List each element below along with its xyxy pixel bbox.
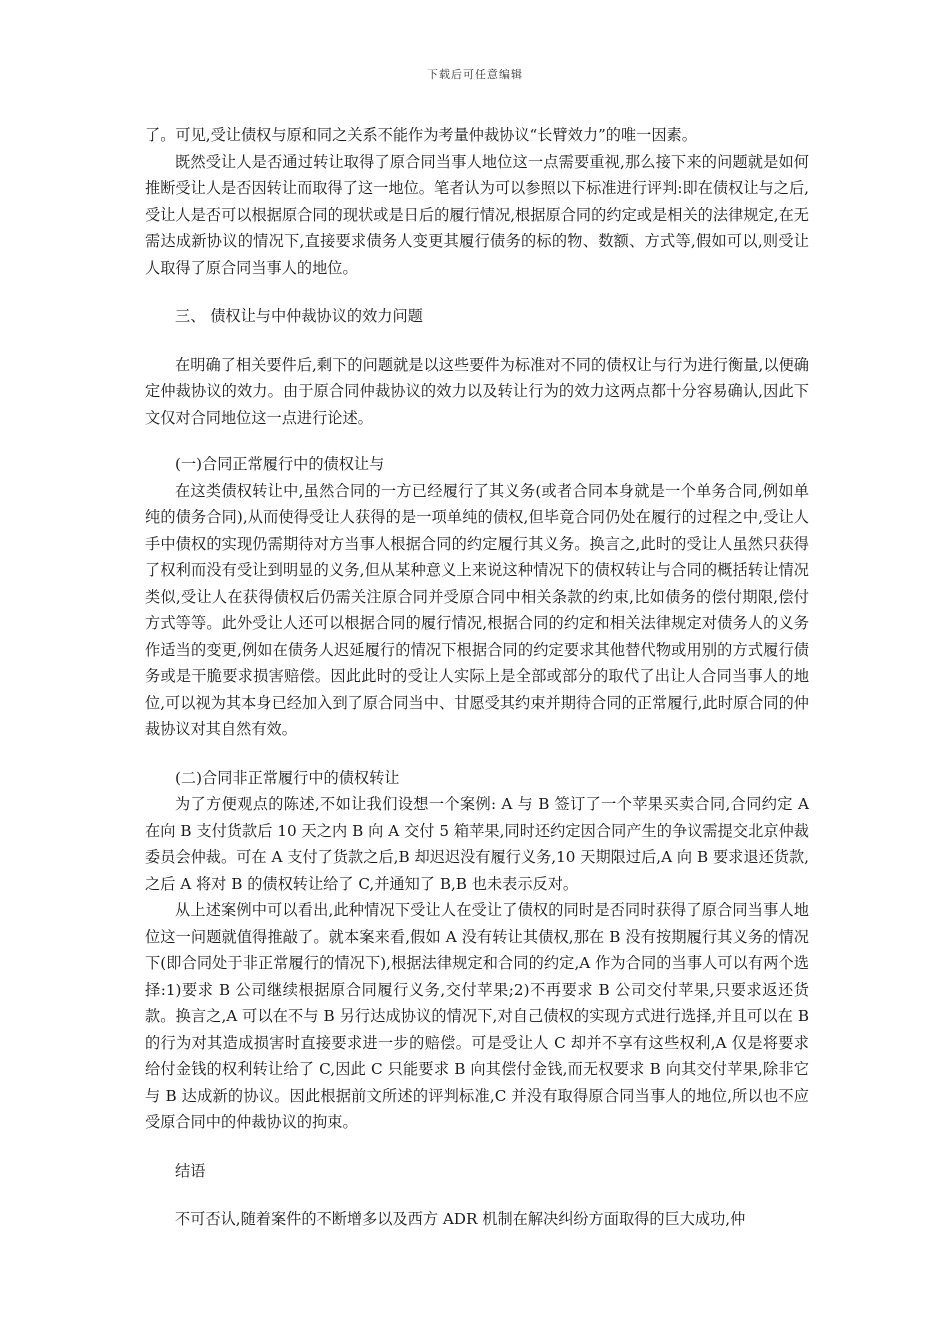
- paragraph: 不可否认,随着案件的不断增多以及西方 ADR 机制在解决纠纷方面取得的巨大成功,仲: [175, 1210, 746, 1228]
- paragraph: 在明确了相关要件后,剩下的问题就是以这些要件为标准对不同的债权让与行为进行衡量,以便确定仲裁协议的效力。由于原合同仲裁协议的效力以及转让行为的效力这两点都十分容易确认,因此下文仅对合同地位这一点进行论述。: [145, 355, 809, 427]
- subsection-heading: (二)合同非正常履行中的债权转让: [175, 768, 400, 787]
- document-body: [145, 122, 809, 1233]
- paragraph: 了。可见,受让债权与原和同之关系不能作为考量仲裁协议“长臂效力”的唯一因素。: [145, 126, 697, 144]
- paragraph: 为了方便观点的陈述,不如让我们设想一个案例: A 与 B 签订了一个苹果买卖合同,合同约定 A 在向 B 支付货款后 10 天之内 B 向 A 交付 5 箱苹果,同时还约定因合同产生的争议需提交北京仲裁委员会仲裁。可在 A 支付了货款之后,B 却迟迟没有履行义务,10 天期限过后,A 向 B 要求退还货款,之后 A 将对 B 的债权转让给了 C,并通知了 B,B 也未表示反对。: [145, 795, 809, 893]
- section-heading: 三、 债权让与中仲裁协议的效力问题: [175, 307, 423, 325]
- paragraph: 在这类债权转让中,虽然合同的一方已经履行了其义务(或者合同本身就是一个单务合同,例如单纯的债务合同),从而使得受让人获得的是一项单纯的债权,但毕竟合同仍处在履行的过程之中,受让人手中债权的实现仍需期待对方当事人根据合同的约定履行其义务。换言之,此时的受让人虽然只获得了权利而没有受让到明显的义务,但从某种意义上来说这种情况下的债权转让与合同的概括转让情况类似,受让人在获得债权后仍需关注原合同并受原合同中相关条款的约束,比如债务的偿付期限,偿付方式等等。此外受让人还可以根据合同的履行情况,根据合同的约定和相关法律规定对债务人的义务作适当的变更,例如在债务人迟延履行的情况下根据合同的约定要求其他替代物或用别的方式履行债务或是干脆要求损害赔偿。因此此时的受让人实际上是全部或部分的取代了出让人合同当事人的地位,可以视为其本身已经加入到了原合同当中、甘愿受其约束并期待合同的正常履行,此时原合同的仲裁协议对其自然有效。: [145, 481, 809, 738]
- subsection-heading: (一)合同正常履行中的债权让与: [175, 455, 385, 473]
- page-header: 下载后可任意编辑: [427, 68, 523, 81]
- paragraph: 既然受让人是否通过转让取得了原合同当事人地位这一点需要重视,那么接下来的问题就是如何推断受让人是否因转让而取得了这一地位。笔者认为可以参照以下标准进行评判:即在债权让与之后,受让人是否可以根据原合同的现状或是日后的履行情况,根据原合同的约定或是相关的法律规定,在无需达成新协议的情况下,直接要求债务人变更其履行债务的标的物、数额、方式等,假如可以,则受让人取得了原合同当事人的地位。: [145, 152, 809, 277]
- paragraph: 从上述案例中可以看出,此种情况下受让人在受让了债权的同时是否同时获得了原合同当事人地位这一问题就值得推敲了。就本案来看,假如 A 没有转让其债权,那在 B 没有按期履行其义务的情况下(即合同处于非正常履行的情况下),根据法律规定和合同的约定,A 作为合同的当事人可以有两个选择:1)要求 B 公司继续根据原合同履行义务,交付苹果;2)不再要求 B 公司交付苹果,只要求返还货款。换言之,A 可以在不与 B 另行达成协议的情况下,对自己债权的实现方式进行选择,并且可以在 B 的行为对其造成损害时直接要求进一步的赔偿。可是受让人 C 却并不享有这些权利,A 仅是将要求给付金钱的权利转让给了 C,因此 C 只能要求 B 向其偿付金钱,而无权要求 B 向其交付苹果,除非它与 B 达成新的协议。因此根据前文所述的评判标准,C 并没有取得原合同当事人的地位,所以也不应受原合同中的仲裁协议的拘束。: [145, 901, 809, 1131]
- section-heading: 结语: [175, 1161, 206, 1180]
